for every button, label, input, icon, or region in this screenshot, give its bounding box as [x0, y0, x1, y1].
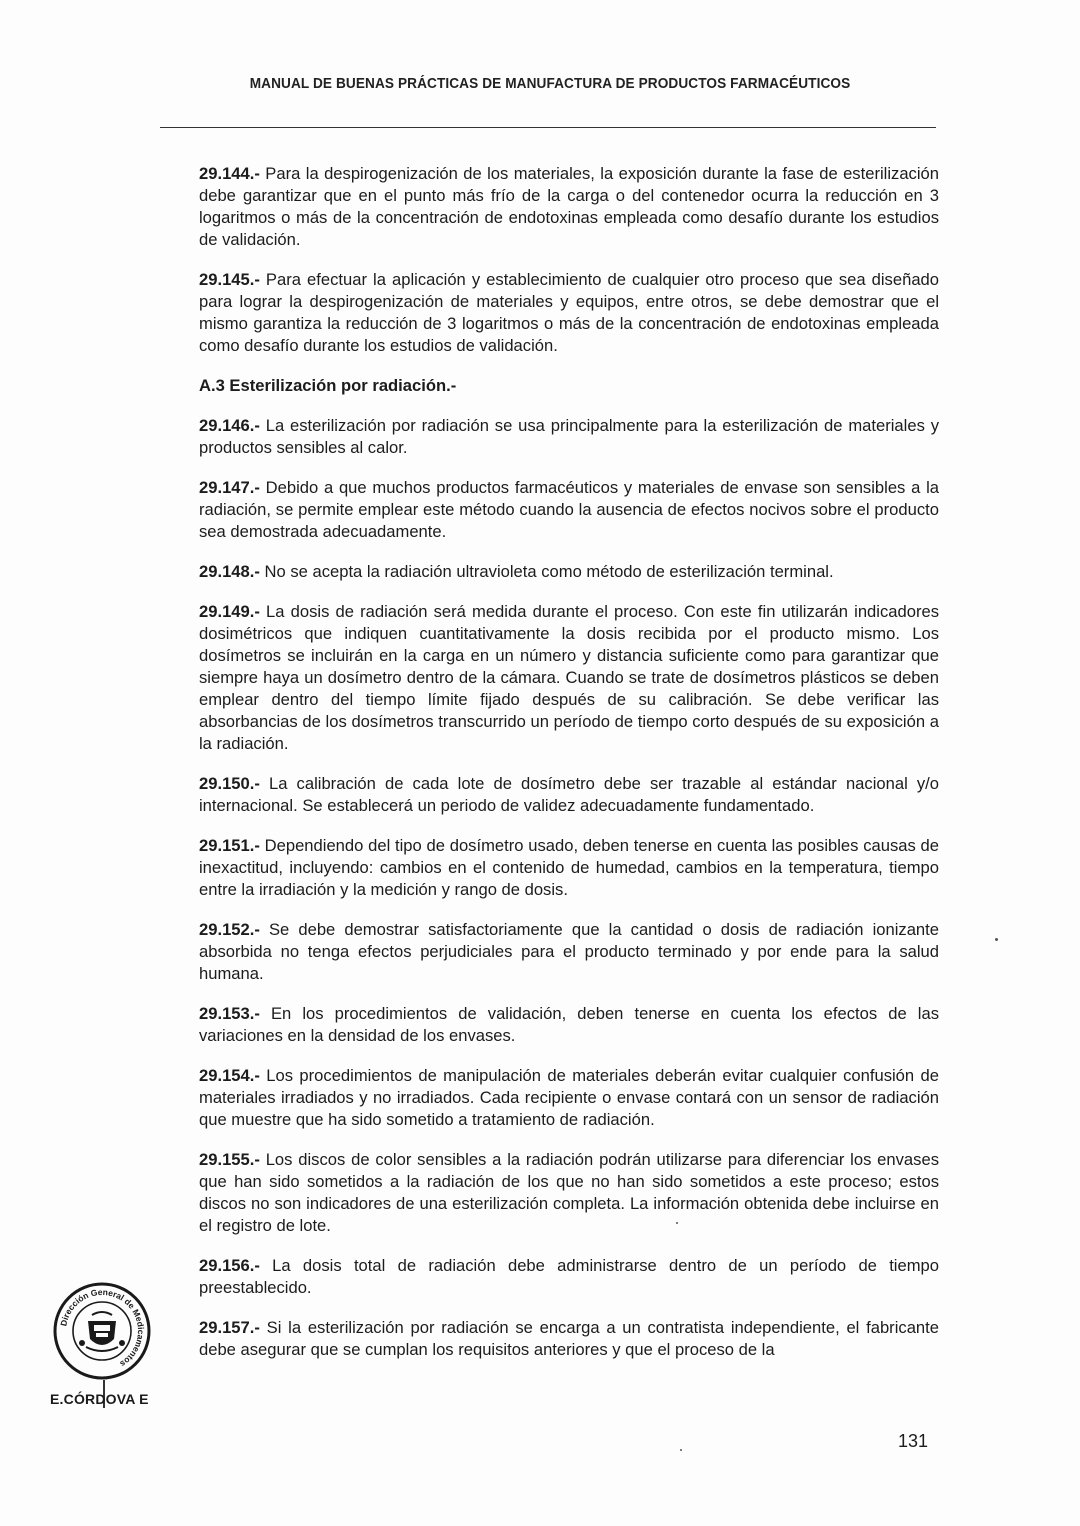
page-number: 131 [898, 1431, 929, 1451]
paragraph-text: En los procedimientos de validación, deben tenerse en cuenta los efectos de las variaciones en la densidad de los envases. [199, 1004, 939, 1045]
numbered-paragraph [199, 415, 939, 459]
paragraph-text: Debido a que muchos productos farmacéuticos y materiales de envase son sensibles a la radiación, se permite emplear este método cuando la ausencia de efectos nocivos sobre el producto sea demostrada adecuadamente. [199, 478, 939, 541]
paragraph-text: Se debe demostrar satisfactoriamente que la cantidad o dosis de radiación ionizante absorbida no tenga efectos perjudiciales para el producto terminado y por ende para la salud humana. [199, 920, 939, 983]
paragraph-text: La calibración de cada lote de dosímetro debe ser trazable al estándar nacional y/o internacional. Se establecerá un periodo de validez adecuadamente fundamentado. [199, 774, 939, 815]
paragraph-text: Los discos de color sensibles a la radiación podrán utilizarse para diferenciar los envases que han sido sometidos a la radiación de los que no han sido sometidos a este proceso; estos discos no son indicadores de una esterilización completa. La información obtenida debe incluirse en el registro de lote. [199, 1150, 939, 1235]
paragraph-text: Los procedimientos de manipulación de materiales deberán evitar cualquier confusión de materiales irradiados y no irradiados. Cada recipiente o envase contará con un sensor de radiación que muestre que ha sido sometido a tratamiento de radiación. [199, 1066, 939, 1129]
seal-caption: E.CÓRDOVA E [50, 1391, 149, 1407]
numbered-paragraph [199, 1065, 939, 1131]
numbered-paragraph [199, 561, 939, 583]
paragraph-number: 29.145.- [199, 270, 260, 289]
seal-ring-text: Dirección General de Medicamentos [58, 1286, 147, 1370]
official-seal-icon [52, 1281, 152, 1381]
numbered-paragraph [199, 601, 939, 755]
paragraph-number: 29.150.- [199, 774, 260, 793]
paragraph-number: 29.154.- [199, 1066, 260, 1085]
header-divider [160, 127, 936, 128]
paragraph-text: Para la despirogenización de los materiales, la exposición durante la fase de esterilización debe garantizar que en el punto más frío de la carga o del contenedor ocurra la reducción en 3 logaritmos o más de la concentración de endotoxinas empleada como desafío durante los estudios de validación. [199, 164, 939, 249]
page-header-title: MANUAL DE BUENAS PRÁCTICAS DE MANUFACTURA DE PRODUCTOS FARMACÉUTICOS [249, 76, 851, 92]
paragraph-number: 29.144.- [199, 164, 260, 183]
paragraph-number: 29.151.- [199, 836, 260, 855]
numbered-paragraph [199, 1317, 939, 1361]
paragraph-text: La dosis de radiación será medida durante el proceso. Con este fin utilizarán indicadores dosimétricos que indiquen cuantitativamente la dosis recibida por el producto mismo. Los dosímetros se incluirán en la carga en un número y distancia suficiente como para garantizar que siempre haya un dosímetro dentro de la cámara. Cuando se trate de dosímetros plásticos se deben emplear dentro del tiempo límite fijado después de su calibración. Se debe verificar las absorbancias de los dosímetros transcurrido un período de tiempo corto después de su exposición a la radiación. [199, 602, 939, 753]
document-body [199, 163, 939, 1379]
paragraph-group-before [199, 163, 939, 357]
paragraph-number: 29.155.- [199, 1150, 260, 1169]
paragraph-group-after [199, 415, 939, 1361]
paragraph-text: Para efectuar la aplicación y establecimiento de cualquier otro proceso que sea diseñado para lograr la despirogenización de materiales y equipos, entre otros, se debe demostrar que el mismo garantiza la reducción de 3 logaritmos o más de la concentración de endotoxinas empleada como desafío durante los estudios de validación. [199, 270, 939, 355]
section-heading: A.3 Esterilización por radiación.- [199, 376, 457, 395]
paragraph-text: No se acepta la radiación ultravioleta como método de esterilización terminal. [259, 562, 834, 581]
numbered-paragraph [199, 919, 939, 985]
paragraph-number: 29.146.- [199, 416, 260, 435]
scan-speck [995, 938, 998, 941]
numbered-paragraph [199, 477, 939, 543]
numbered-paragraph [199, 835, 939, 901]
paragraph-number: 29.152.- [199, 920, 260, 939]
paragraph-number: 29.148.- [199, 562, 260, 581]
paragraph-text: Dependiendo del tipo de dosímetro usado, deben tenerse en cuenta las posibles causas de inexactitud, incluyendo: cambios en el contenido de humedad, cambios en la temperatura, tiempo entre la irradiación y la medición y rango de dosis. [199, 836, 939, 899]
numbered-paragraph [199, 1149, 939, 1237]
paragraph-number: 29.153.- [199, 1004, 260, 1023]
numbered-paragraph [199, 773, 939, 817]
paragraph-number: 29.157.- [199, 1318, 260, 1337]
paragraph-number: 29.149.- [199, 602, 260, 621]
numbered-paragraph [199, 1255, 939, 1299]
numbered-paragraph [199, 1003, 939, 1047]
numbered-paragraph [199, 163, 939, 251]
paragraph-number: 29.147.- [199, 478, 260, 497]
paragraph-text: La esterilización por radiación se usa principalmente para la esterilización de materiales y productos sensibles al calor. [199, 416, 939, 457]
scan-speck [680, 1449, 682, 1451]
paragraph-text: Si la esterilización por radiación se encarga a un contratista independiente, el fabricante debe asegurar que se cumplan los requisitos anteriores y que el proceso de la [199, 1318, 939, 1359]
numbered-paragraph [199, 269, 939, 357]
paragraph-number: 29.156.- [199, 1256, 260, 1275]
paragraph-text: La dosis total de radiación debe administrarse dentro de un período de tiempo preestablecido. [199, 1256, 939, 1297]
scan-speck [676, 1222, 678, 1224]
